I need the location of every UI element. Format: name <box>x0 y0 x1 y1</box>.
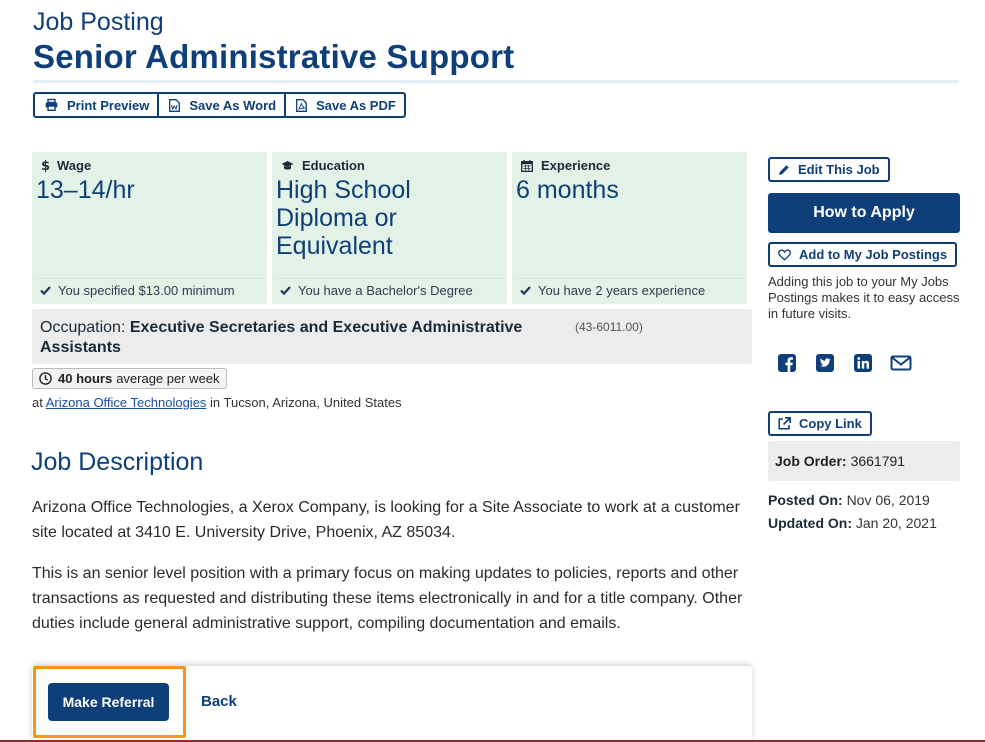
education-match-note <box>280 283 473 298</box>
updated-on-label: Updated On: <box>768 515 852 531</box>
page-kicker: Job Posting <box>33 8 164 36</box>
description-paragraph: Arizona Office Technologies, a Xerox Company, is looking for a Site Associate to work at a customer site located at 3410 E. University Drive, Phoenix, AZ 85034. <box>32 499 740 541</box>
pencil-icon <box>778 164 790 176</box>
wage-match-text: You specified $13.00 minimum <box>58 283 235 298</box>
save-as-word-button[interactable] <box>159 94 286 116</box>
wage-value: 13–14/hr <box>36 176 135 204</box>
occupation-name: Executive Secretaries and Executive Administrative Assistants <box>40 319 523 356</box>
experience-card-label <box>521 158 610 173</box>
external-link-icon <box>778 417 791 430</box>
job-order-label: Job Order: <box>775 453 847 469</box>
wage-match-note <box>40 283 235 298</box>
occupation-prefix: Occupation: <box>40 319 126 336</box>
add-to-postings-note: Adding this job to your My Jobs Postings makes it to easy access in future visits. <box>768 274 960 321</box>
job-location <box>32 395 402 410</box>
location-prefix: at <box>32 395 43 410</box>
hours-value: 40 hours <box>58 371 113 386</box>
email-icon[interactable] <box>890 352 912 374</box>
wage-card <box>32 152 267 304</box>
add-to-my-job-postings-label: Add to My Job Postings <box>799 247 948 262</box>
experience-card <box>512 152 747 304</box>
clock-icon <box>39 372 52 385</box>
posted-on-label: Posted On: <box>768 492 843 508</box>
posted-on-value: Nov 06, 2019 <box>846 492 930 508</box>
experience-match-text: You have 2 years experience <box>538 283 706 298</box>
checkmark-icon <box>520 286 531 295</box>
printer-icon <box>45 99 58 111</box>
updated-on <box>768 515 937 531</box>
share-icons <box>776 352 912 374</box>
dollar-icon <box>41 159 49 172</box>
heart-icon <box>778 249 791 261</box>
title-divider <box>33 80 959 83</box>
save-as-word-label: Save As Word <box>189 97 277 113</box>
hours-badge <box>32 368 227 389</box>
occupation-code: (43-6011.00) <box>575 320 643 334</box>
checkmark-icon <box>280 286 291 295</box>
card-divider <box>276 278 503 279</box>
wage-card-label <box>41 158 91 173</box>
facebook-icon[interactable] <box>776 352 798 374</box>
card-divider <box>516 278 743 279</box>
edit-job-button[interactable] <box>768 157 890 182</box>
occupation-box <box>32 309 752 364</box>
add-to-my-job-postings-button[interactable] <box>768 242 957 267</box>
twitter-icon[interactable] <box>814 352 836 374</box>
make-referral-button[interactable]: Make Referral <box>48 683 169 721</box>
wage-label-text: Wage <box>57 158 92 173</box>
job-order-value: 3661791 <box>850 453 906 469</box>
location-city: in Tucson, Arizona, United States <box>210 395 402 410</box>
checkmark-icon <box>40 286 51 295</box>
education-label-text: Education <box>302 158 365 173</box>
company-link[interactable]: Arizona Office Technologies <box>45 395 207 410</box>
posted-on <box>768 492 930 508</box>
occupation-text <box>40 318 560 358</box>
experience-label-text: Experience <box>541 158 611 173</box>
how-to-apply-button[interactable]: How to Apply <box>768 193 960 233</box>
svg-text:$: $ <box>41 159 51 174</box>
graduation-cap-icon <box>281 160 294 171</box>
description-paragraph: This is an senior level position with a primary focus on making updates to policies, reports and other transactions as requested and distributing these items electronically in and for a title company. Other duties include general administrative support, compiling documentation and emails. <box>32 565 743 632</box>
education-value: High School Diploma or Equivalent <box>276 176 411 260</box>
job-order-box <box>768 441 960 481</box>
education-match-text: You have a Bachelor's Degree <box>298 283 473 298</box>
page-title: Senior Administrative Support <box>33 38 515 75</box>
education-card-label <box>281 158 365 173</box>
education-card <box>272 152 507 304</box>
copy-link-label: Copy Link <box>799 416 862 431</box>
edit-job-label: Edit This Job <box>798 162 880 177</box>
print-preview-button[interactable] <box>35 94 159 116</box>
save-as-pdf-label: Save As PDF <box>316 97 396 113</box>
job-description-heading: Job Description <box>31 448 204 476</box>
pdf-file-icon <box>296 99 307 112</box>
export-toolbar <box>33 92 406 118</box>
card-divider <box>36 278 263 279</box>
linkedin-icon[interactable] <box>852 352 874 374</box>
experience-match-note <box>520 283 705 298</box>
save-as-pdf-button[interactable] <box>286 94 404 116</box>
updated-on-value: Jan 20, 2021 <box>855 515 937 531</box>
print-preview-label: Print Preview <box>67 97 150 113</box>
word-file-icon <box>169 99 180 112</box>
copy-link-button[interactable] <box>768 411 872 436</box>
calendar-icon <box>521 160 533 172</box>
experience-value: 6 months <box>516 176 619 204</box>
hours-suffix: average per week <box>116 371 220 386</box>
back-link[interactable]: Back <box>201 693 237 710</box>
